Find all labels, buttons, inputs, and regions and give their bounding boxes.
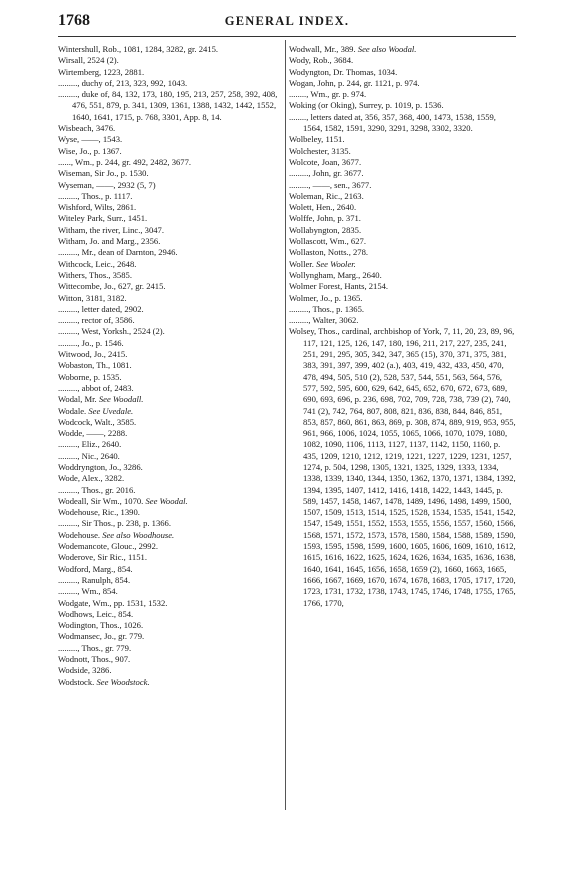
- index-entry: [289, 78, 517, 89]
- index-entry: [58, 304, 280, 315]
- column-divider: [285, 40, 286, 810]
- index-entry: [289, 247, 517, 258]
- index-entry-text: ......, Wm., p. 244, gr. 492, 2482, 3677.: [58, 156, 192, 167]
- index-entry-text: Woleman, Ric., 2163.: [289, 190, 364, 201]
- index-entry-text: ........., Thos., p. 1117.: [58, 190, 133, 201]
- index-entry: [58, 315, 280, 326]
- index-entry-text: Wodwall, Mr., 389.: [289, 44, 356, 54]
- index-entry-text: Wodehouse, Ric., 1390.: [58, 507, 140, 518]
- index-entry: [58, 575, 280, 586]
- index-entry-text: ........., Sir Thos., p. 238, p. 1366.: [58, 518, 171, 529]
- index-entry-text: Wodde, ——, 2288.: [58, 428, 128, 439]
- index-entry-text: ........., Jo., p. 1546.: [58, 337, 124, 348]
- index-entry: [289, 146, 517, 157]
- index-entry: [289, 270, 517, 281]
- running-title: GENERAL INDEX.: [224, 14, 350, 28]
- index-entry: [58, 530, 280, 541]
- index-entry: [58, 180, 280, 191]
- index-entry: [289, 112, 517, 135]
- index-entry: [58, 89, 280, 123]
- index-entry-text: Wolmer, Jo., p. 1365.: [289, 292, 363, 303]
- index-entry-text: ........., duke of, 84, 132, 173, 180, 195, 213, 257, 258, 392, 408, 476, 551, 879, p. 341, 1309, 1361, 1388, 1432, 1442, 1552, 1640, 1641, 1715, p. 768, 3301, App. 8, 14.: [58, 89, 278, 122]
- index-entry: [58, 451, 280, 462]
- index-entry-text: ........., Mr., dean of Darnton, 2946.: [58, 247, 178, 258]
- index-entry: [58, 428, 280, 439]
- index-entry-text: ........., duchy of, 213, 323, 992, 1043.: [58, 77, 188, 88]
- index-entry-text: Witham, Jo. and Marg., 2356.: [58, 236, 161, 247]
- index-entry-text: Wodington, Thos., 1026.: [58, 620, 144, 631]
- index-entry: [58, 586, 280, 597]
- index-entry: [58, 55, 280, 66]
- index-entry-text: ........., abbot of, 2483.: [58, 382, 134, 393]
- index-entry-text: ........, Wm., gr. p. 974.: [289, 89, 367, 100]
- index-entry-text: ........, letters dated at, 356, 357, 368, 400, 1473, 1538, 1559, 1564, 1582, 1591, 3290, 3291, 3298, 3302, 3320.: [289, 111, 496, 134]
- index-entry-text: Wishford, Wilts, 2861.: [58, 202, 137, 213]
- index-entry-text: Wittecombe, Jo., 627, gr. 2415.: [58, 281, 166, 292]
- index-entry-text: ........., ——, sen., 3677.: [289, 179, 372, 190]
- index-entry-text: ........., West, Yorksh., 2524 (2).: [58, 326, 165, 337]
- index-entry: [58, 270, 280, 281]
- index-entry-text: Woller.: [289, 258, 314, 269]
- index-entry: [58, 677, 280, 688]
- index-entry-text: ........., Thos., p. 1365.: [289, 303, 365, 314]
- index-entry: [58, 417, 280, 428]
- page-number: 1768: [58, 12, 90, 29]
- index-entry-text: ........., Wm., 854.: [58, 586, 118, 597]
- index-entry: [58, 360, 280, 371]
- index-entry: [289, 180, 517, 191]
- index-entry: [289, 202, 517, 213]
- index-entry-text: Wodeall, Sir Wm., 1070.: [58, 495, 144, 506]
- index-entry-text: Wyse, ——, 1543.: [58, 134, 123, 145]
- index-entry: [58, 213, 280, 224]
- index-entry-text: Witham, the river, Linc., 3047.: [58, 224, 164, 235]
- cross-reference: See Uvedale.: [88, 405, 134, 416]
- index-entry: [58, 157, 280, 168]
- cross-reference: See Woodall.: [98, 394, 144, 405]
- index-entry: [58, 473, 280, 484]
- index-entry-text: ........., Walter, 3062.: [289, 315, 359, 326]
- index-entry: [289, 100, 517, 111]
- index-entry: [58, 281, 280, 292]
- index-entry-text: ........., Thos., gr. 2016.: [58, 484, 136, 495]
- index-entry-text: Wodehouse.: [58, 529, 101, 540]
- cross-reference: See also Woodhouse.: [102, 529, 175, 540]
- index-entry-text: Wodmansec, Jo., gr. 779.: [58, 631, 145, 642]
- index-entry: [58, 349, 280, 360]
- index-entry: [58, 202, 280, 213]
- index-entry: [289, 157, 517, 168]
- page-header: [58, 12, 516, 38]
- cross-reference: See also Woodal.: [357, 44, 417, 54]
- index-entry: [289, 168, 517, 179]
- index-entry: [58, 293, 280, 304]
- index-entry-text: Wyseman, ——, 2932 (5, 7): [58, 179, 156, 190]
- index-entry-text: Wodgate, Wm., pp. 1531, 1532.: [58, 597, 168, 608]
- index-entry-text: ........., Ranulph, 854.: [58, 574, 131, 585]
- index-entry: [289, 304, 517, 315]
- index-entry: [58, 609, 280, 620]
- index-entry: [58, 259, 280, 270]
- index-entry: [289, 326, 517, 608]
- index-entry-text: Wodyngton, Dr. Thomas, 1034.: [289, 66, 398, 77]
- cross-reference: See Wooler.: [316, 258, 356, 269]
- index-entry-text: Wolett, Hen., 2640.: [289, 202, 357, 213]
- index-entry: [289, 67, 517, 78]
- index-entry-text: ........., Nic., 2640.: [58, 450, 120, 461]
- index-entry-text: Witwood, Jo., 2415.: [58, 349, 128, 360]
- index-entry-text: Wollaston, Notts., 278.: [289, 247, 369, 258]
- index-entry-text: Wirtemberg, 1223, 2881.: [58, 66, 145, 77]
- index-entry-text: Witeley Park, Surr., 1451.: [58, 213, 148, 224]
- index-entry-text: ........., rector of, 3586.: [58, 315, 135, 326]
- index-entry: [58, 598, 280, 609]
- index-entry: [289, 293, 517, 304]
- index-entry-text: Wolchester, 3135.: [289, 145, 351, 156]
- index-entry-text: Wollabyngton, 2835.: [289, 224, 362, 235]
- index-entry-text: Wodford, Marg., 854.: [58, 563, 133, 574]
- index-entry: [58, 552, 280, 563]
- index-entry-text: Wolcote, Joan, 3677.: [289, 156, 362, 167]
- index-entry: [58, 225, 280, 236]
- index-entry-text: Withers, Thos., 3585.: [58, 269, 132, 280]
- index-entry: [289, 315, 517, 326]
- index-entry: [58, 643, 280, 654]
- index-entry: [289, 55, 517, 66]
- index-entry: [58, 485, 280, 496]
- index-entry-text: Wiseman, Sir Jo., p. 1530.: [58, 168, 149, 179]
- index-entry-text: Wobaston, Th., 1081.: [58, 360, 132, 371]
- index-entry: [289, 191, 517, 202]
- index-entry: [58, 518, 280, 529]
- index-entry: [289, 259, 517, 270]
- index-entry-text: Witton, 3181, 3182.: [58, 292, 127, 303]
- index-entry-text: Wolffe, John, p. 371.: [289, 213, 361, 224]
- index-entry: [289, 213, 517, 224]
- index-entry: [58, 67, 280, 78]
- index-entry: [58, 134, 280, 145]
- index-entry-text: Wolmer Forest, Hants, 2154.: [289, 281, 389, 292]
- index-entry: [58, 665, 280, 676]
- index-entry-text: ........., Eliz., 2640.: [58, 439, 122, 450]
- index-entry-text: ........., Thos., gr. 779.: [58, 642, 132, 653]
- index-entry: [289, 134, 517, 145]
- index-entry-text: Wodside, 3286.: [58, 665, 112, 676]
- index-entry-text: Wodhows, Leic., 854.: [58, 608, 134, 619]
- index-entry: [58, 383, 280, 394]
- cross-reference: See Woodstock.: [96, 676, 150, 687]
- index-entry-text: Wise, Jo., p. 1367.: [58, 145, 122, 156]
- index-entry-text: Wintershull, Rob., 1081, 1284, 3282, gr. 2415.: [58, 44, 219, 54]
- index-entry: [58, 191, 280, 202]
- index-entry: [58, 247, 280, 258]
- index-entry: [289, 225, 517, 236]
- index-entry-text: Wolbeley, 1151.: [289, 134, 345, 145]
- index-entry: [58, 168, 280, 179]
- index-entry: [289, 281, 517, 292]
- index-entry-text: Woborne, p. 1535.: [58, 371, 122, 382]
- index-entry-text: Wollascott, Wm., 627.: [289, 236, 366, 247]
- index-entry: [58, 654, 280, 665]
- index-entry: [58, 620, 280, 631]
- index-entry-text: Wodal, Mr.: [58, 394, 97, 405]
- index-entry-text: Wirsall, 2524 (2).: [58, 55, 119, 66]
- cross-reference: See Woodal.: [145, 495, 188, 506]
- index-entry: [289, 89, 517, 100]
- index-entry-text: Woking (or Oking), Surrey, p. 1019, p. 1536.: [289, 100, 444, 111]
- index-entry: [58, 44, 280, 55]
- index-entry: [58, 78, 280, 89]
- index-entry: [58, 406, 280, 417]
- index-entry: [58, 507, 280, 518]
- index-entry-text: Wodcock, Walt., 3585.: [58, 416, 137, 427]
- index-entry: [58, 146, 280, 157]
- index-entry-text: Woddryngton, Jo., 3286.: [58, 461, 143, 472]
- index-entry: [58, 631, 280, 642]
- index-entry-text: Wodemancote, Glouc., 2992.: [58, 541, 159, 552]
- index-entry-text: ........., letter dated, 2902.: [58, 303, 144, 314]
- index-entry-text: Wodale.: [58, 405, 87, 416]
- index-entry-text: Wodstock.: [58, 676, 95, 687]
- index-entry-text: Wolsey, Thos., cardinal, archbishop of York, 7, 11, 20, 23, 89, 96, 117, 121, 125, 126, 147, 180, 196, 211, 217, 227, 235, 241, 251, 291, 295, 305, 342, 347, 365 (15), 370, 371, 375, 381, 383, 391, 397, 399, 402 (a.), 403, 419, 432, 433, 450, 470, 478, 494, 505, 510 (2), 528, 537, 544, 551, 563, 564, 576, 577, 592, 595, 600, 629, 642, 645, 652, 670, 672, 673, 689, 690, 693, 696, p. 236, 698, 702, 709, 728, 738, 739 (2), 740, 741 (2), 742, 764, 807, 808, 821, 836, 838, 844, 846, 851, 853, 857, 860, 861, 863, 869, p. 308, 874, 889, 919, 953, 955, 961, 966, 1006, 1024, 1055, 1065, 1066, 1070, 1079, 1080, 1082, 1090, 1106, 1113, 1127, 1137, 1142, 1150, 1160, p. 435, 1209, 1210, 1212, 1219, 1221, 1227, 1229, 1231, 1257, 1274, p. 504, 1298, 1305, 1321, 1325, 1329, 1333, 1334, 1338, 1339, 1340, 1344, 1350, 1362, 1370, 1371, 1384, 1392, 1394, 1395, 1407, 1412, 1416, 1418, 1422, 1443, 1445, p. 589, 1457, 1458, 1467, 1478, 1489, 1496, 1498, 1499, 1500, 1507, 1509, 1513, 1514, 1525, 1528, 1534, 1535, 1541, 1542, 1547, 1549, 1551, 1552, 1553, 1555, 1556, 1557, 1560, 1566, 1568, 1571, 1572, 1573, 1578, 1580, 1584, 1588, 1589, 1590, 1593, 1595, 1598, 1599, 1600, 1605, 1606, 1609, 1610, 1612, 1615, 1616, 1622, 1625, 1624, 1626, 1634, 1635, 1636, 1638, 1640, 1641, 1645, 1656, 1658, 1659 (2), 1660, 1663, 1665, 1666, 1667, 1669, 1670, 1674, 1678, 1683, 1705, 1717, 1720, 1723, 1731, 1732, 1738, 1743, 1745, 1746, 1748, 1755, 1765, 1766, 1770,: [289, 326, 516, 608]
- index-entry: [58, 439, 280, 450]
- index-entry: [58, 564, 280, 575]
- index-entry-text: Woderove, Sir Ric., 1151.: [58, 552, 147, 563]
- index-column-left: [58, 44, 280, 688]
- index-entry-text: Wollyngham, Marg., 2640.: [289, 269, 382, 280]
- index-entry: [58, 496, 280, 507]
- index-entry: [289, 236, 517, 247]
- index-entry-text: Wodnott, Thos., 907.: [58, 654, 131, 665]
- index-entry: [58, 326, 280, 337]
- index-entry: [58, 123, 280, 134]
- index-entry: [58, 372, 280, 383]
- index-entry: [289, 44, 517, 55]
- index-entry-text: Wogan, John, p. 244, gr. 1121, p. 974.: [289, 77, 420, 88]
- index-entry-text: Wisbeach, 3476.: [58, 123, 116, 134]
- index-entry: [58, 541, 280, 552]
- index-entry-text: Withcock, Leic., 2648.: [58, 258, 137, 269]
- index-entry: [58, 338, 280, 349]
- index-entry: [58, 236, 280, 247]
- index-entry-text: Wode, Alex., 3282.: [58, 473, 125, 484]
- header-rule: [58, 36, 516, 37]
- index-column-right: [289, 44, 517, 609]
- index-entry: [58, 394, 280, 405]
- index-entry-text: Wody, Rob., 3684.: [289, 55, 354, 66]
- index-entry: [58, 462, 280, 473]
- index-entry-text: ........., John, gr. 3677.: [289, 168, 364, 179]
